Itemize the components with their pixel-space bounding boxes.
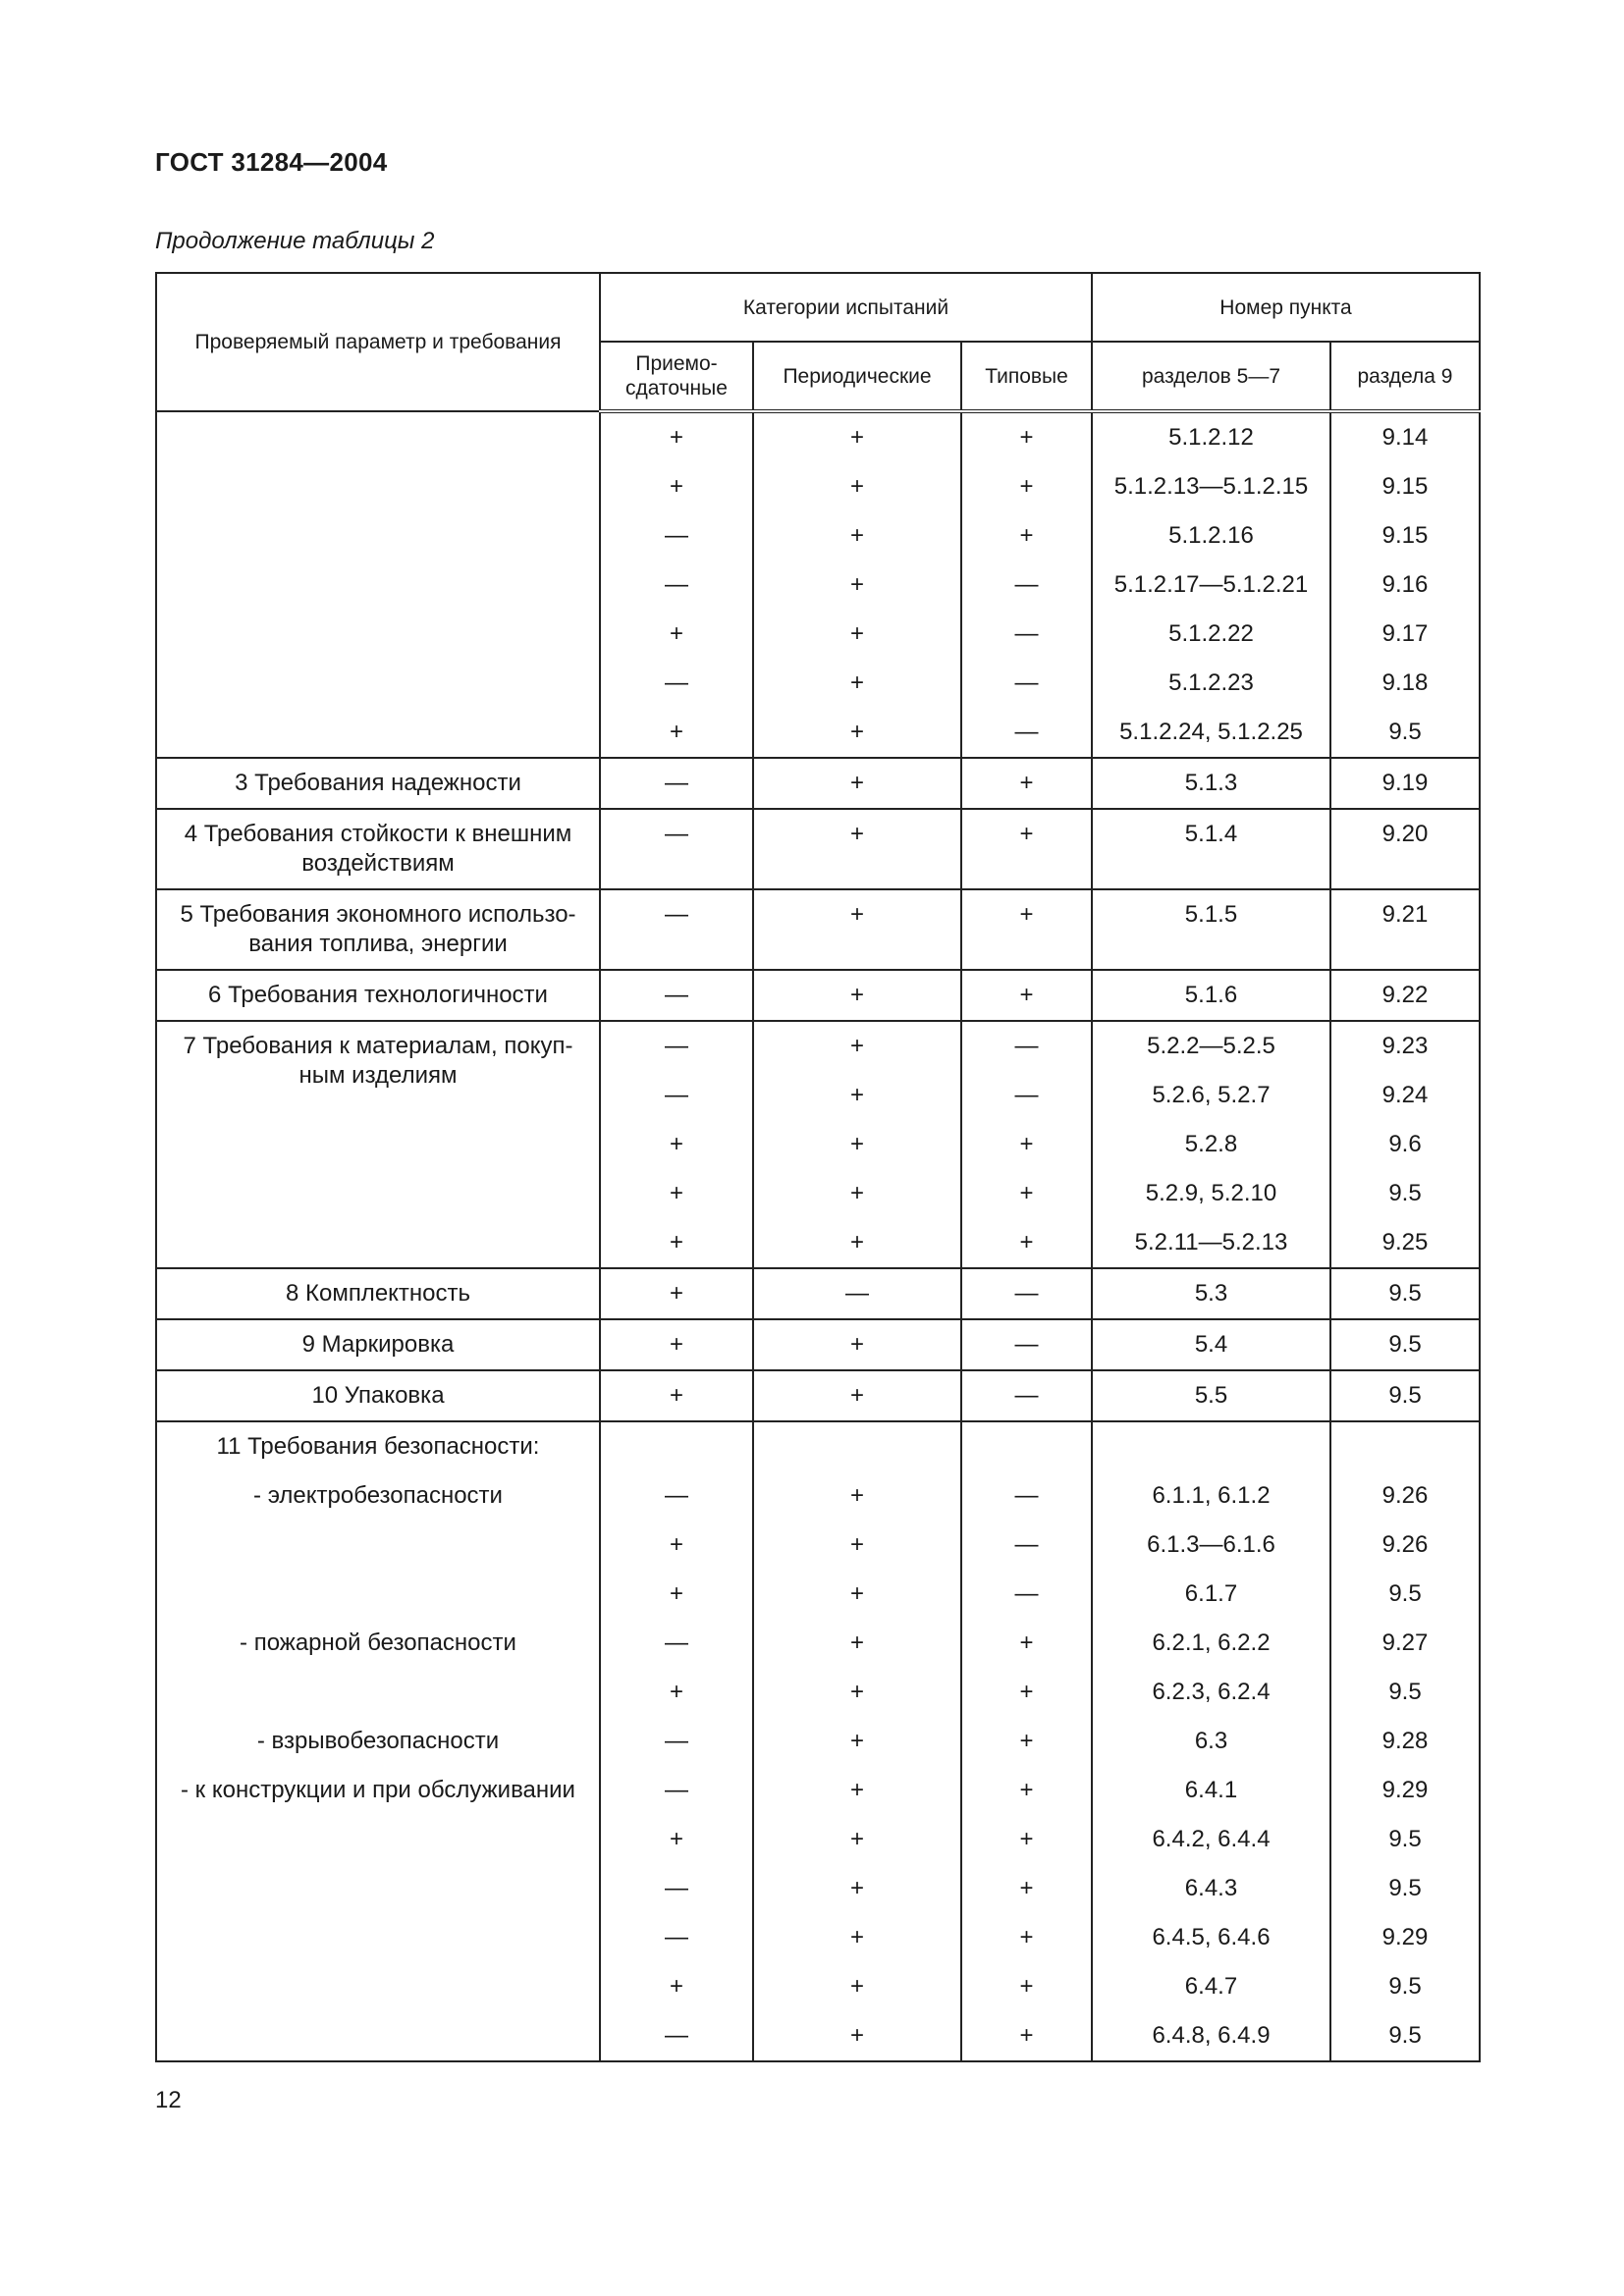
- parameter-line: [157, 1815, 599, 1864]
- cell-value: 9.19: [1381, 770, 1429, 796]
- parameter-line: 8 Комплектность: [285, 1280, 471, 1307]
- cell-value: +: [669, 1180, 683, 1206]
- cell-value: 5.2.9, 5.2.10: [1145, 1180, 1277, 1206]
- cell-value: 9.29: [1381, 1777, 1429, 1803]
- cell-value: 6.2.3, 6.2.4: [1152, 1679, 1271, 1705]
- sections-5-7-cell: [1092, 1421, 1330, 2061]
- cell-value: 6.1.7: [1184, 1580, 1238, 1607]
- cell-value: +: [849, 620, 864, 647]
- cell-value: +: [669, 1229, 683, 1255]
- cell-value: [962, 1422, 1091, 1471]
- cell-value: +: [1019, 1875, 1034, 1901]
- cell-value: 6.4.1: [1184, 1777, 1238, 1803]
- cell-value: 9.29: [1381, 1924, 1429, 1950]
- parameter-line: 10 Упаковка: [311, 1382, 445, 1409]
- cell-value: 6.4.8, 6.4.9: [1152, 2022, 1271, 2049]
- cell-value: —: [665, 1629, 688, 1656]
- periodic-cell: [753, 411, 961, 758]
- cell-value: +: [849, 669, 864, 696]
- cell-value: 9.5: [1388, 1382, 1422, 1409]
- cell-value: 6.4.2, 6.4.4: [1152, 1826, 1271, 1852]
- type-tests-cell: [961, 809, 1092, 889]
- parameter-line: [157, 1913, 599, 1962]
- cell-value: +: [849, 1531, 864, 1558]
- cell-value: +: [849, 1728, 864, 1754]
- cell-value: +: [669, 719, 683, 745]
- parameter-cell: [156, 411, 600, 758]
- parameter-line: 9 Маркировка: [301, 1331, 455, 1358]
- section-9-cell: [1330, 809, 1480, 889]
- periodic-cell: [753, 1370, 961, 1421]
- cell-value: +: [849, 424, 864, 451]
- cell-value: 9.27: [1381, 1629, 1429, 1656]
- type-tests-cell: [961, 970, 1092, 1021]
- document-header: ГОСТ 31284—2004: [155, 147, 388, 177]
- parameter-cell: [156, 1021, 600, 1268]
- section-9-cell: [1330, 1268, 1480, 1319]
- page-number: 12: [155, 2087, 182, 2113]
- cell-value: 9.5: [1388, 1973, 1422, 2000]
- section-9-cell: [1330, 889, 1480, 970]
- cell-value: +: [669, 1331, 683, 1358]
- cell-value: 9.26: [1381, 1482, 1429, 1509]
- cell-value: 9.14: [1381, 424, 1429, 451]
- type-tests-cell: [961, 758, 1092, 809]
- sections-5-7-cell: [1092, 758, 1330, 809]
- cell-value: —: [1014, 1280, 1039, 1307]
- periodic-cell: [753, 809, 961, 889]
- cell-value: +: [1019, 1131, 1034, 1157]
- cell-value: 5.2.6, 5.2.7: [1152, 1082, 1271, 1108]
- cell-value: +: [669, 1382, 683, 1409]
- parameter-line: 5 Требования экономного использо-: [180, 901, 576, 928]
- table-header: [156, 273, 1480, 411]
- cell-value: 9.5: [1388, 1331, 1422, 1358]
- table-row-group: [156, 889, 1480, 970]
- parameter-line: 11 Требования безопасности:: [216, 1433, 540, 1460]
- cell-value: +: [669, 1826, 683, 1852]
- cell-value: —: [1014, 1580, 1039, 1607]
- cell-value: +: [849, 1679, 864, 1705]
- cell-value: 5.2.8: [1184, 1131, 1238, 1157]
- cell-value: —: [1014, 1531, 1039, 1558]
- cell-value: 9.20: [1381, 821, 1429, 847]
- table-row: [156, 970, 1480, 1021]
- cell-value: +: [849, 719, 864, 745]
- cell-value: —: [665, 982, 688, 1008]
- cell-value: +: [849, 982, 864, 1008]
- cell-value: +: [1019, 770, 1034, 796]
- cell-value: —: [665, 571, 688, 598]
- section-9-cell: [1330, 411, 1480, 758]
- sections-5-7-cell: [1092, 1319, 1330, 1370]
- cell-value: —: [665, 1924, 688, 1950]
- parameter-line: 6 Требования технологичности: [208, 982, 548, 1008]
- cell-value: [1331, 1422, 1479, 1471]
- section-9-cell: [1330, 1319, 1480, 1370]
- cell-value: 9.6: [1388, 1131, 1422, 1157]
- header-section-9: раздела 9: [1330, 342, 1480, 411]
- cell-value: 5.1.2.12: [1168, 424, 1254, 451]
- cell-value: 9.23: [1381, 1033, 1429, 1059]
- cell-value: +: [849, 1382, 864, 1409]
- cell-value: +: [849, 1777, 864, 1803]
- cell-value: 9.16: [1381, 571, 1429, 598]
- cell-value: —: [1014, 1331, 1039, 1358]
- cell-value: +: [1019, 1973, 1034, 2000]
- table-row: [156, 1268, 1480, 1319]
- cell-value: —: [1014, 1082, 1039, 1108]
- cell-value: 9.5: [1388, 1180, 1422, 1206]
- cell-value: +: [1019, 1924, 1034, 1950]
- periodic-cell: [753, 1021, 961, 1268]
- cell-value: +: [849, 1826, 864, 1852]
- cell-value: +: [849, 1973, 864, 2000]
- cell-value: +: [1019, 473, 1034, 500]
- cell-value: +: [849, 1629, 864, 1656]
- sections-5-7-cell: [1092, 970, 1330, 1021]
- cell-value: 9.25: [1381, 1229, 1429, 1255]
- periodic-cell: [753, 889, 961, 970]
- cell-value: —: [845, 1280, 869, 1307]
- cell-value: +: [849, 901, 864, 928]
- acceptance-cell: [600, 1319, 753, 1370]
- sections-5-7-cell: [1092, 411, 1330, 758]
- cell-value: —: [665, 1777, 688, 1803]
- parameter-cell: [156, 1319, 600, 1370]
- cell-value: [754, 1422, 960, 1471]
- cell-value: 5.3: [1194, 1280, 1228, 1307]
- cell-value: 5.1.4: [1184, 821, 1238, 847]
- parameter-line: - электробезопасности: [253, 1482, 503, 1509]
- acceptance-cell: [600, 809, 753, 889]
- cell-value: +: [849, 2022, 864, 2049]
- cell-value: 9.5: [1388, 1580, 1422, 1607]
- requirements-table: [155, 272, 1481, 2062]
- cell-value: +: [849, 1875, 864, 1901]
- header-clause-number: Номер пункта: [1092, 273, 1480, 342]
- cell-value: +: [1019, 1229, 1034, 1255]
- cell-value: 5.1.2.23: [1168, 669, 1254, 696]
- cell-value: +: [849, 1924, 864, 1950]
- parameter-cell: [156, 1268, 600, 1319]
- table-row-group: [156, 1021, 1480, 1268]
- cell-value: +: [669, 473, 683, 500]
- cell-value: 5.1.2.17—5.1.2.21: [1113, 571, 1309, 598]
- cell-value: —: [665, 669, 688, 696]
- table-row: [156, 411, 1480, 758]
- cell-value: [601, 1422, 752, 1471]
- periodic-cell: [753, 1421, 961, 2061]
- cell-value: +: [849, 1082, 864, 1108]
- cell-value: +: [1019, 2022, 1034, 2049]
- cell-value: —: [665, 2022, 688, 2049]
- cell-value: 9.5: [1388, 1280, 1422, 1307]
- cell-value: 9.21: [1381, 901, 1429, 928]
- parameter-cell: [156, 1421, 600, 2061]
- cell-value: 9.5: [1388, 719, 1422, 745]
- cell-value: 9.18: [1381, 669, 1429, 696]
- cell-value: 6.1.3—6.1.6: [1147, 1531, 1275, 1558]
- cell-value: —: [665, 1082, 688, 1108]
- table-row: [156, 1370, 1480, 1421]
- header-type-tests: Типовые: [961, 342, 1092, 411]
- parameter-cell: [156, 889, 600, 970]
- table-row-group: [156, 809, 1480, 889]
- cell-value: +: [849, 522, 864, 549]
- cell-value: 9.24: [1381, 1082, 1429, 1108]
- cell-value: 6.4.3: [1184, 1875, 1238, 1901]
- cell-value: +: [849, 1180, 864, 1206]
- header-acceptance: Приемо-сдаточные: [600, 342, 753, 411]
- parameter-line: - к конструкции и при обслуживании: [181, 1777, 575, 1803]
- type-tests-cell: [961, 411, 1092, 758]
- cell-value: +: [1019, 982, 1034, 1008]
- cell-value: +: [849, 1482, 864, 1509]
- parameter-line: [157, 1962, 599, 2011]
- cell-value: +: [669, 1679, 683, 1705]
- section-9-cell: [1330, 1421, 1480, 2061]
- cell-value: +: [1019, 821, 1034, 847]
- cell-value: +: [849, 1033, 864, 1059]
- cell-value: —: [665, 901, 688, 928]
- cell-value: —: [665, 1875, 688, 1901]
- sections-5-7-cell: [1092, 1021, 1330, 1268]
- type-tests-cell: [961, 1319, 1092, 1370]
- cell-value: +: [1019, 1728, 1034, 1754]
- cell-value: 6.1.1, 6.1.2: [1152, 1482, 1271, 1509]
- acceptance-cell: [600, 1021, 753, 1268]
- cell-value: 5.1.3: [1184, 770, 1238, 796]
- cell-value: +: [849, 770, 864, 796]
- type-tests-cell: [961, 1421, 1092, 2061]
- sections-5-7-cell: [1092, 809, 1330, 889]
- cell-value: —: [665, 1728, 688, 1754]
- cell-value: +: [669, 1973, 683, 2000]
- acceptance-cell: [600, 1370, 753, 1421]
- cell-value: 9.17: [1381, 620, 1429, 647]
- table-row-group: [156, 411, 1480, 758]
- parameter-cell: [156, 809, 600, 889]
- header-test-categories: Категории испытаний: [600, 273, 1092, 342]
- table-row: [156, 889, 1480, 970]
- cell-value: 9.22: [1381, 982, 1429, 1008]
- sections-5-7-cell: [1092, 889, 1330, 970]
- type-tests-cell: [961, 1268, 1092, 1319]
- sections-5-7-cell: [1092, 1268, 1330, 1319]
- cell-value: 5.1.2.16: [1168, 522, 1254, 549]
- table-row-group: [156, 1319, 1480, 1370]
- cell-value: +: [1019, 1180, 1034, 1206]
- section-9-cell: [1330, 1021, 1480, 1268]
- header-param: Проверяемый параметр и требования: [156, 273, 600, 411]
- cell-value: 5.2.2—5.2.5: [1147, 1033, 1275, 1059]
- cell-value: [1093, 1422, 1329, 1471]
- header-periodic: Периодические: [753, 342, 961, 411]
- parameter-line: [157, 1864, 599, 1913]
- parameter-line: 3 Требования надежности: [235, 770, 521, 796]
- periodic-cell: [753, 1268, 961, 1319]
- cell-value: —: [665, 1033, 688, 1059]
- cell-value: +: [1019, 522, 1034, 549]
- parameter-line: - пожарной безопасности: [240, 1629, 516, 1656]
- parameter-cell: [156, 758, 600, 809]
- cell-value: 5.1.2.13—5.1.2.15: [1113, 473, 1309, 500]
- cell-value: +: [1019, 424, 1034, 451]
- cell-value: 5.1.6: [1184, 982, 1238, 1008]
- cell-value: 9.5: [1388, 2022, 1422, 2049]
- cell-value: 9.5: [1388, 1875, 1422, 1901]
- table-row-group: [156, 1370, 1480, 1421]
- acceptance-cell: [600, 1421, 753, 2061]
- table-row: [156, 1021, 1480, 1268]
- acceptance-cell: [600, 758, 753, 809]
- section-9-cell: [1330, 1370, 1480, 1421]
- cell-value: +: [849, 1131, 864, 1157]
- parameter-line: [157, 1570, 599, 1619]
- cell-value: +: [849, 1331, 864, 1358]
- cell-value: —: [1014, 1033, 1039, 1059]
- type-tests-cell: [961, 889, 1092, 970]
- cell-value: —: [1014, 620, 1039, 647]
- periodic-cell: [753, 758, 961, 809]
- cell-value: —: [1014, 669, 1039, 696]
- cell-value: 9.5: [1388, 1679, 1422, 1705]
- cell-value: +: [1019, 901, 1034, 928]
- cell-value: +: [1019, 1629, 1034, 1656]
- cell-value: +: [669, 1131, 683, 1157]
- cell-value: 6.4.7: [1184, 1973, 1238, 2000]
- parameter-cell: [156, 1370, 600, 1421]
- cell-value: 9.15: [1381, 522, 1429, 549]
- cell-value: 6.2.1, 6.2.2: [1152, 1629, 1271, 1656]
- table-row: [156, 1421, 1480, 2061]
- cell-value: 5.4: [1194, 1331, 1228, 1358]
- section-9-cell: [1330, 758, 1480, 809]
- acceptance-cell: [600, 411, 753, 758]
- cell-value: +: [849, 473, 864, 500]
- cell-value: +: [1019, 1777, 1034, 1803]
- cell-value: 9.26: [1381, 1531, 1429, 1558]
- table-row-group: [156, 1421, 1480, 2061]
- table-row: [156, 1319, 1480, 1370]
- parameter-line: вания топлива, энергии: [248, 931, 508, 957]
- cell-value: +: [849, 1580, 864, 1607]
- type-tests-cell: [961, 1021, 1092, 1268]
- cell-value: —: [1014, 719, 1039, 745]
- cell-value: +: [669, 1580, 683, 1607]
- parameter-line: 7 Требования к материалам, покуп-: [183, 1033, 573, 1059]
- cell-value: 9.28: [1381, 1728, 1429, 1754]
- header-sections-5-7: разделов 5—7: [1092, 342, 1330, 411]
- table-row-group: [156, 1268, 1480, 1319]
- cell-value: +: [849, 821, 864, 847]
- cell-value: —: [1014, 571, 1039, 598]
- periodic-cell: [753, 970, 961, 1021]
- cell-value: +: [669, 424, 683, 451]
- table-row-group: [156, 758, 1480, 809]
- cell-value: 5.1.2.22: [1168, 620, 1254, 647]
- cell-value: —: [665, 1482, 688, 1509]
- acceptance-cell: [600, 1268, 753, 1319]
- acceptance-cell: [600, 970, 753, 1021]
- cell-value: +: [1019, 1826, 1034, 1852]
- type-tests-cell: [961, 1370, 1092, 1421]
- parameter-line: [157, 1521, 599, 1570]
- cell-value: +: [849, 571, 864, 598]
- cell-value: +: [1019, 1679, 1034, 1705]
- parameter-line: - взрывобезопасности: [256, 1728, 500, 1754]
- table-row: [156, 758, 1480, 809]
- cell-value: 5.1.2.24, 5.1.2.25: [1119, 719, 1303, 745]
- parameter-line: ным изделиям: [298, 1062, 458, 1089]
- periodic-cell: [753, 1319, 961, 1370]
- cell-value: —: [1014, 1382, 1039, 1409]
- cell-value: —: [1014, 1482, 1039, 1509]
- cell-value: 5.2.11—5.2.13: [1134, 1229, 1288, 1255]
- sections-5-7-cell: [1092, 1370, 1330, 1421]
- cell-value: 5.1.5: [1184, 901, 1238, 928]
- cell-value: 5.5: [1194, 1382, 1228, 1409]
- cell-value: +: [669, 1531, 683, 1558]
- cell-value: 6.3: [1194, 1728, 1228, 1754]
- cell-value: 9.5: [1388, 1826, 1422, 1852]
- parameter-line: воздействиям: [301, 850, 455, 877]
- acceptance-cell: [600, 889, 753, 970]
- cell-value: +: [849, 1229, 864, 1255]
- parameter-line: 4 Требования стойкости к внешним: [184, 821, 572, 847]
- cell-value: —: [665, 522, 688, 549]
- cell-value: 9.15: [1381, 473, 1429, 500]
- parameter-line: [157, 2011, 599, 2060]
- table-row-group: [156, 970, 1480, 1021]
- table-caption: Продолжение таблицы 2: [155, 228, 435, 254]
- cell-value: —: [665, 821, 688, 847]
- parameter-cell: [156, 970, 600, 1021]
- cell-value: 6.4.5, 6.4.6: [1152, 1924, 1271, 1950]
- parameter-line: [157, 1668, 599, 1717]
- cell-value: +: [669, 1280, 683, 1307]
- section-9-cell: [1330, 970, 1480, 1021]
- cell-value: —: [665, 770, 688, 796]
- table-row: [156, 809, 1480, 889]
- cell-value: +: [669, 620, 683, 647]
